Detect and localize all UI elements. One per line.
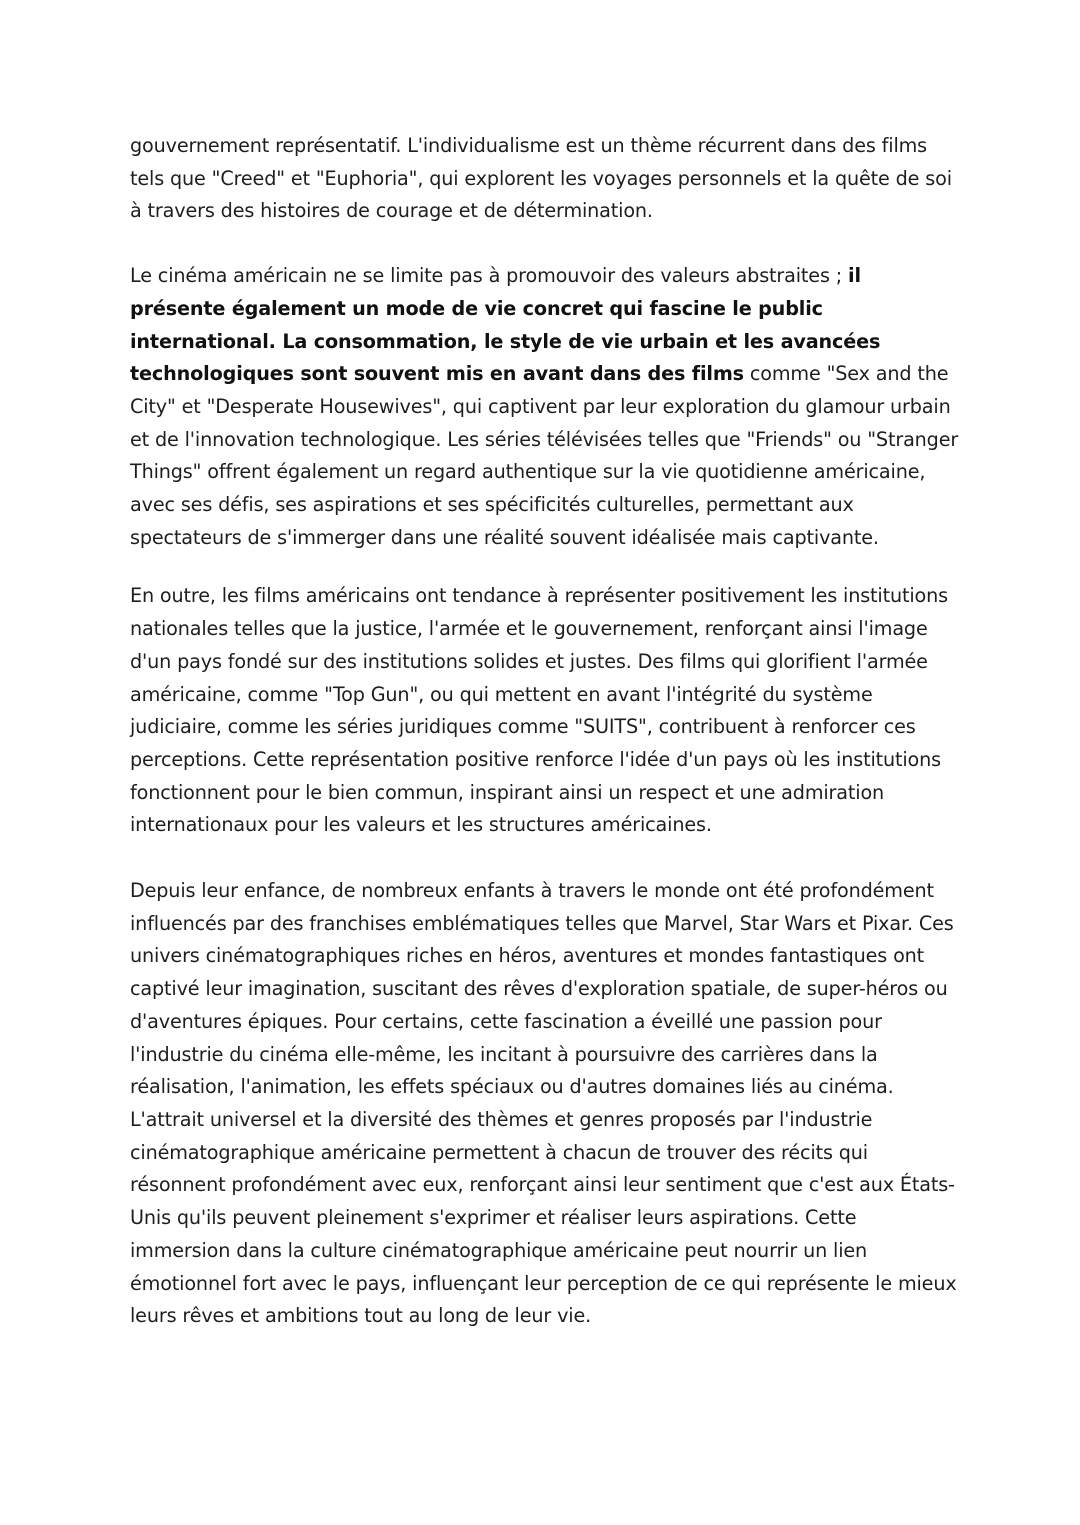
paragraph-2-bold-passage: il présente également un mode de vie concret qui fascine le public international. La consommation, le style de vie urbain et les avancées technologiques sont souvent mis en avant dans des films [130, 264, 881, 386]
paragraph-1: gouvernement représentatif. L'individualisme est un thème récurrent dans des films tels que "Creed" et "Euphoria", qui explorent les voyages personnels et la quête de soi à travers des histoires de courage et de détermination. [130, 134, 952, 223]
document-body [130, 130, 960, 1333]
paragraph-2 [130, 260, 960, 554]
paragraph-3: En outre, les films américains ont tendance à représenter positivement les institutions nationales telles que la justice, l'armée et le gouvernement, renforçant ainsi l'image d'un pays fondé sur des institutions solides et justes. Des films qui glorifient l'armée américaine, comme "Top Gun", ou qui mettent en avant l'intégrité du système judiciaire, comme les séries juridiques comme "SUITS", contribuent à renforcer ces perceptions. Cette représentation positive renforce l'idée d'un pays où les institutions fonctionnent pour le bien commun, inspirant ainsi un respect et une admiration internationaux pour les valeurs et les structures américaines. [130, 584, 948, 837]
paragraph-4: Depuis leur enfance, de nombreux enfants à travers le monde ont été profondément influencés par des franchises emblématiques telles que Marvel, Star Wars et Pixar. Ces univers cinématographiques riches en héros, aventures et mondes fantastiques ont captivé leur imagination, suscitant des rêves d'exploration spatiale, de super-héros ou d'aventures épiques. Pour certains, cette fascination a éveillé une passion pour l'industrie du cinéma elle-même, les incitant à poursuivre des carrières dans la réalisation, l'animation, les effets spéciaux ou d'autres domaines liés au cinéma. L'attrait universel et la diversité des thèmes et genres proposés par l'industrie cinématographique américaine permettent à chacun de trouver des récits qui résonnent profondément avec eux, renforçant ainsi leur sentiment que c'est aux États-Unis qu'ils peuvent pleinement s'exprimer et réaliser leurs aspirations. Cette immersion dans la culture cinématographique américaine peut nourrir un lien émotionnel fort avec le pays, influençant leur perception de ce qui représente le mieux leurs rêves et ambitions tout au long de leur vie. [130, 879, 957, 1328]
paragraph-2-continuation: comme "Sex and the City" et "Desperate Housewives", qui captivent par leur exploration du glamour urbain et de l'innovation technologique. Les séries télévisées telles que "Friends" ou "Stranger Things" offrent également un regard authentique sur la vie quotidienne américaine, avec ses défis, ses aspirations et ses spécificités culturelles, permettant aux spectateurs de s'immerger dans une réalité souvent idéalisée mais captivante. [130, 362, 959, 549]
paragraph-2-intro: Le cinéma américain ne se limite pas à promouvoir des valeurs abstraites ; [130, 264, 849, 288]
